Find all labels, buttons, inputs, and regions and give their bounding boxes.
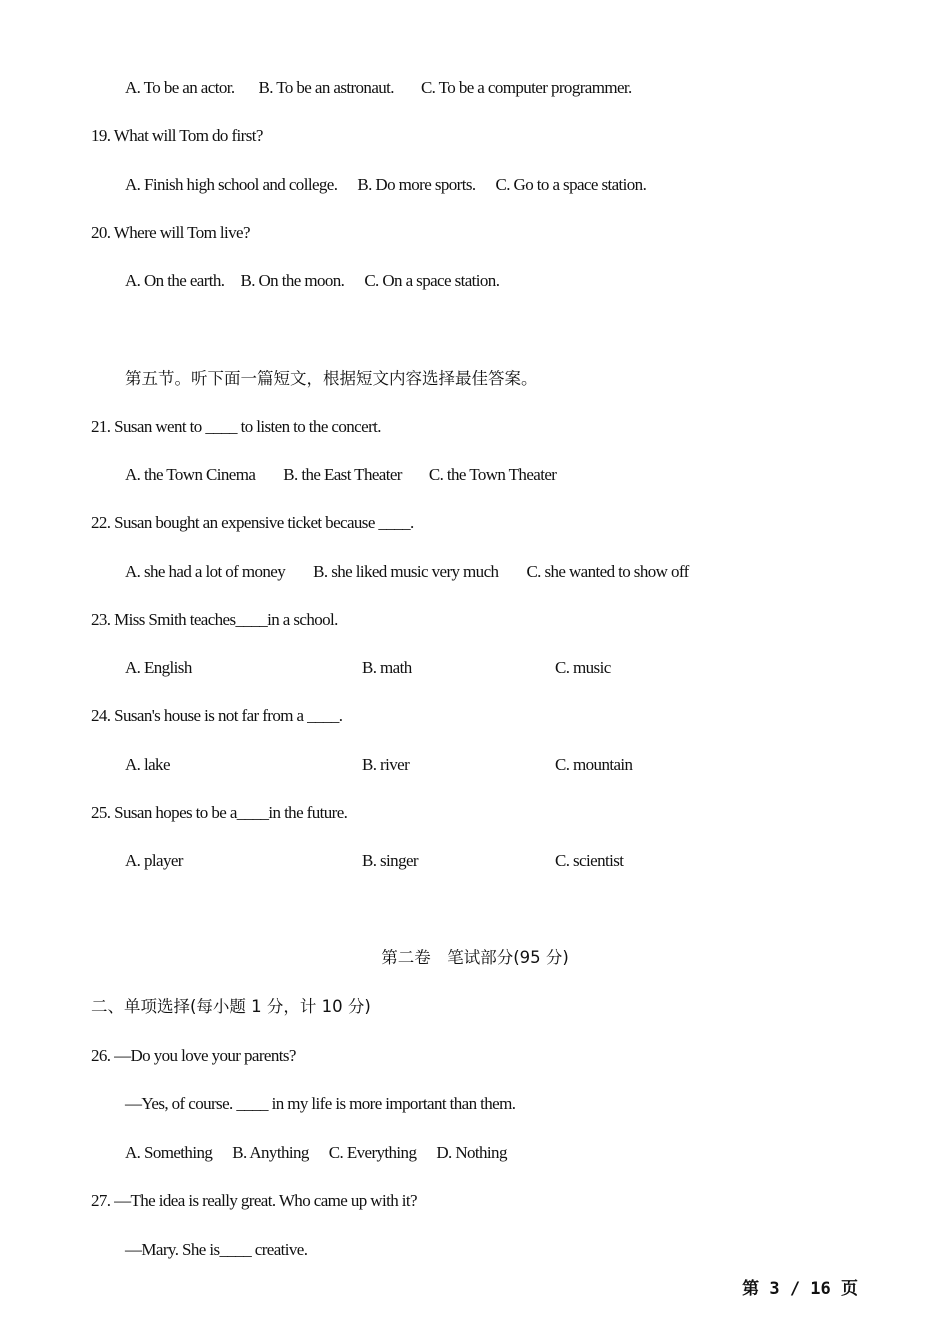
q20-option-c: C. On a space station.	[364, 271, 500, 290]
q23-question: 23. Miss Smith teaches____in a school.	[91, 610, 338, 629]
q27-question: 27. —The idea is really great. Who came up with it?	[91, 1191, 417, 1210]
q23-option-b: B. math	[362, 658, 412, 677]
q25-option-b: B. singer	[362, 851, 418, 870]
q20-options	[125, 270, 499, 292]
q27-reply: —Mary. She is____ creative.	[125, 1240, 308, 1259]
q21-option-a: A. the Town Cinema	[125, 465, 256, 484]
q21-option-b: B. the East Theater	[283, 465, 402, 484]
q25-question: 25. Susan hopes to be a____in the future.	[91, 803, 348, 822]
q20-question: 20. Where will Tom live?	[91, 223, 250, 242]
q26-option-b: B. Anything	[232, 1143, 309, 1162]
q22-option-a: A. she had a lot of money	[125, 562, 286, 581]
q23-option-a: A. English	[125, 658, 192, 677]
q22-option-b: B. she liked music very much	[313, 562, 499, 581]
page-number: 第 3 / 16 页	[742, 1279, 858, 1299]
q18-option-b: B. To be an astronaut.	[258, 78, 394, 97]
q22-option-c: C. she wanted to show off	[526, 562, 689, 581]
q26-question: 26. —Do you love your parents?	[91, 1046, 296, 1065]
q25-option-c: C. scientist	[555, 851, 624, 870]
q20-option-a: A. On the earth.	[125, 271, 225, 290]
q25-option-a: A. player	[125, 851, 183, 870]
q26-option-c: C. Everything	[328, 1143, 417, 1162]
q19-option-c: C. Go to a space station.	[495, 175, 647, 194]
q19-option-b: B. Do more sports.	[357, 175, 476, 194]
q19-options	[125, 174, 646, 196]
q18-option-a: A. To be an actor.	[125, 78, 235, 97]
q19-option-a: A. Finish high school and college.	[125, 175, 338, 194]
section5-heading: 第五节。听下面一篇短文，根据短文内容选择最佳答案。	[125, 369, 538, 388]
q21-question: 21. Susan went to ____ to listen to the concert.	[91, 417, 381, 436]
q26-option-d: D. Nothing	[436, 1143, 507, 1162]
q19-question: 19. What will Tom do first?	[91, 126, 263, 145]
q20-option-b: B. On the moon.	[240, 271, 345, 290]
q24-option-c: C. mountain	[555, 755, 633, 774]
q26-reply: —Yes, of course. ____ in my life is more important than them.	[125, 1094, 516, 1113]
q21-options	[125, 464, 556, 486]
q18-options	[125, 77, 632, 99]
q22-question: 22. Susan bought an expensive ticket because ____.	[91, 513, 414, 532]
q26-options	[125, 1142, 507, 1164]
part2-section-heading: 二、单项选择(每小题 1 分，计 10 分)	[91, 997, 371, 1016]
part2-title: 第二卷 笔试部分(95 分)	[381, 948, 569, 967]
q24-option-a: A. lake	[125, 755, 170, 774]
q23-option-c: C. music	[555, 658, 611, 677]
q22-options	[125, 561, 689, 583]
q26-option-a: A. Something	[125, 1143, 213, 1162]
q24-option-b: B. river	[362, 755, 410, 774]
q21-option-c: C. the Town Theater	[428, 465, 557, 484]
q18-option-c: C. To be a computer programmer.	[420, 78, 632, 97]
q24-question: 24. Susan's house is not far from a ____.	[91, 706, 343, 725]
